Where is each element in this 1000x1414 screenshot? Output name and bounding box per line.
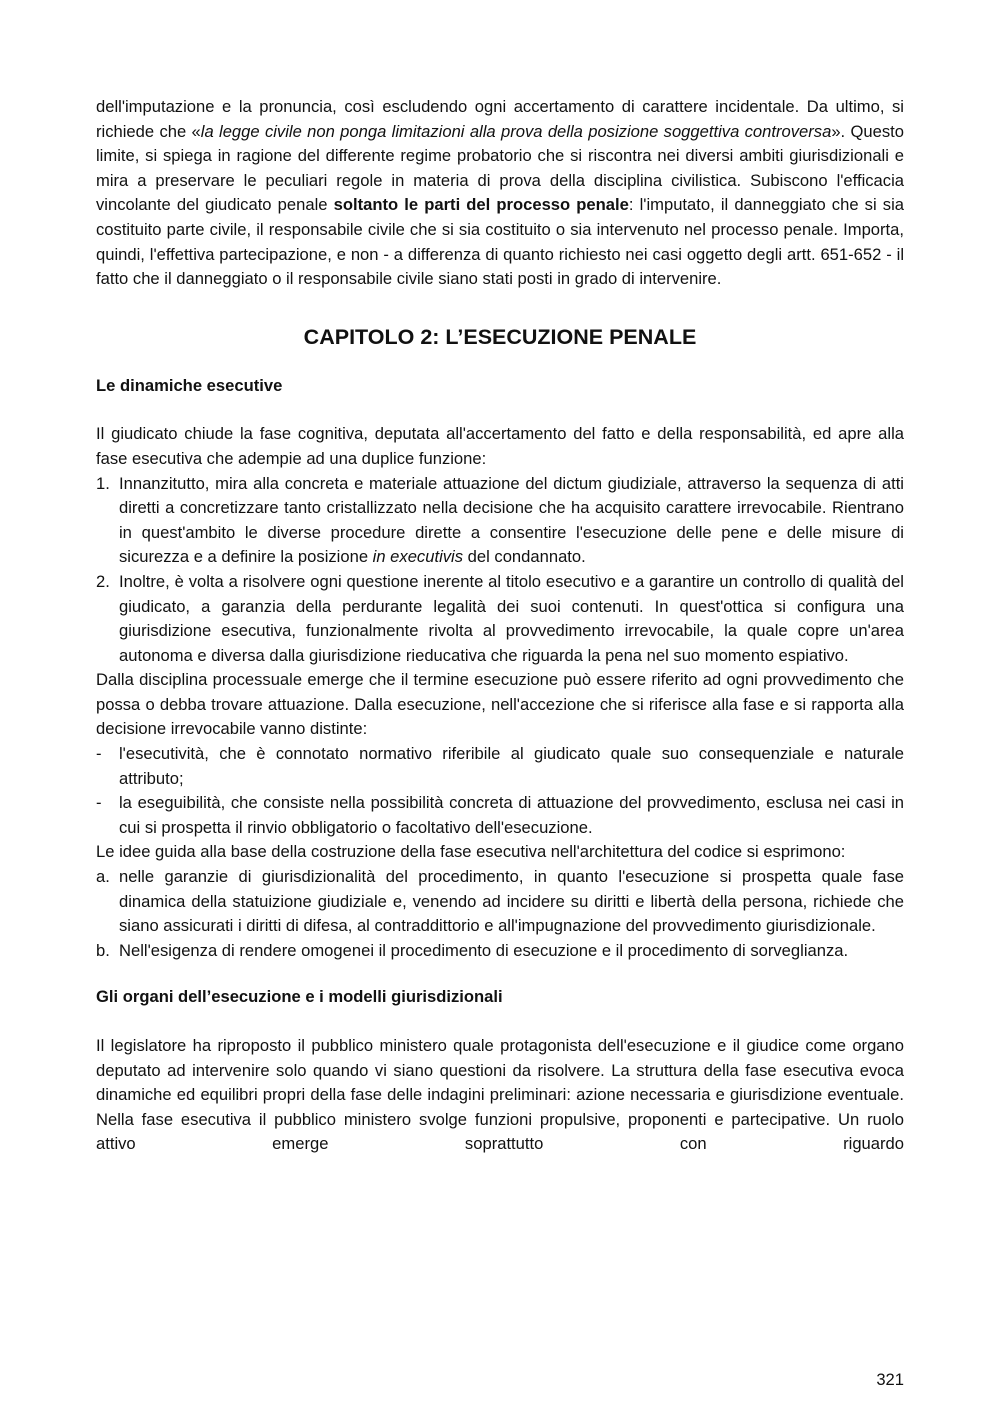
section-heading-dinamiche: Le dinamiche esecutive	[96, 375, 283, 395]
list-marker: 2.	[96, 571, 110, 591]
intro-paragraph: dell'imputazione e la pronuncia, così escludendo ogni accertamento di carattere incidentale. Da ultimo, si richiede che «la legge civile non ponga limitazioni alla prova della posizione soggettiva controversa». Questo limite, si spiega in ragione del differente regime probatorio che si riscontra nei diversi ambiti giurisdizionali e mira a preservare le peculiari regole in materia di prova della disciplina civilistica. Subiscono l'efficacia vincolante del giudicato penale soltanto le parti del processo penale: l'imputato, il danneggiato che si sia costituito parte civile, il responsabile civile che si sia costituito o sia intervenuto nel processo penale. Importa, quindi, l'effettiva partecipazione, e non - a differenza di quanto richiesto nei casi oggetto degli artt. 651-652 - il fatto che il danneggiato o il responsabile civile siano stati posti in grado di intervenire.	[96, 97, 905, 289]
quote-italic: la legge civile non ponga limitazioni alla prova della posizione soggettiva controversa	[200, 121, 832, 141]
page-number: 321	[876, 1370, 904, 1389]
dashed-list	[96, 742, 904, 840]
chapter-title: CAPITOLO 2: L’ESECUZIONE PENALE	[303, 324, 697, 349]
lettered-list-item: b. Nell'esigenza di rendere omogenei il procedimento di esecuzione e il procedimento di sorveglianza.	[96, 939, 904, 964]
bold-emphasis: soltanto le parti del processo penale	[333, 195, 629, 215]
dashed-list-item: - la eseguibilità, che consiste nella possibilità concreta di attuazione del provvedimento, esclusa nei casi in cui si prospetta il rinvio obbligatorio o facoltativo dell'esecuzione.	[96, 793, 904, 837]
numbered-list-item: 2. Inoltre, è volta a risolvere ogni questione inerente al titolo esecutivo e a garantire un controllo di qualità del giudicato, a garanzia della perdurante legalità dei suoi contenuti. In quest'ottica si configura una giurisdizione esecutiva, funzionalmente rivolta al provvedimento irrevocabile, la quale copre un'area autonoma e diversa dalla giurisdizione rieducativa che riguarda la pena nel suo momento espiativo.	[96, 571, 904, 665]
numbered-list	[96, 472, 904, 669]
numbered-list-item: 1. Innanzitutto, mira alla concreta e materiale attuazione del dictum giudiziale, attraverso la sequenza di atti diretti a concretizzare tanto cristallizzato nella decisione che ha acquisito carattere irrevocabile. Rientrano in quest'ambito le diverse procedure dirette a consentire l'esecuzione delle pene e delle misure di sicurezza e a definire la posizione in executivis del condannato.	[96, 473, 904, 567]
list-marker: a.	[96, 867, 110, 887]
section1-paragraph-1: Il giudicato chiude la fase cognitiva, deputata all'accertamento del fatto e della responsabilità, ed apre alla fase esecutiva che adempie ad una duplice funzione:	[96, 424, 904, 468]
lettered-list-item: a. nelle garanzie di giurisdizionalità del procedimento, in quanto l'esecuzione si prospetta quale fase dinamica della statuizione giudiziale e, venendo ad incidere su diritti e libertà della persona, richiede che siano assicurati i diritti di difesa, al contraddittorio e all'impugnazione del provvedimento giurisdizionale.	[96, 867, 904, 936]
document-page	[96, 95, 904, 1157]
list-marker: -	[96, 793, 102, 813]
section-heading-organi: Gli organi dell’esecuzione e i modelli giurisdizionali	[96, 987, 503, 1007]
list-marker: 1.	[96, 473, 110, 493]
section1-paragraph-2: Dalla disciplina processuale emerge che il termine esecuzione può essere riferito ad ogni provvedimento che possa o debba trovare attuazione. Dalla esecuzione, nell'accezione che si riferisce alla fase e si rapporta alla decisione irrevocabile vanno distinte:	[96, 670, 904, 739]
list-marker: -	[96, 744, 102, 764]
section2-paragraph-1: Il legislatore ha riproposto il pubblico ministero quale protagonista dell'esecuzione e il giudice come organo deputato ad intervenire solo quando vi siano questioni da risolvere. La struttura della fase esecutiva evoca dinamiche ed equilibri propri della fase delle indagini preliminari: azione necessaria e giurisdizione eventuale. Nella fase esecutiva il pubblico ministero svolge funzioni propulsive, proponenti e partecipative. Un ruolo attivo emerge soprattutto con riguardo	[96, 1036, 904, 1154]
section1-paragraph-3: Le idee guida alla base della costruzione della fase esecutiva nell'architettura del codice si esprimono:	[96, 842, 846, 862]
lettered-list	[96, 865, 904, 963]
dashed-list-item: - l'esecutività, che è connotato normativo riferibile al giudicato quale suo consequenziale e naturale attributo;	[96, 744, 904, 788]
list-marker: b.	[96, 940, 110, 960]
